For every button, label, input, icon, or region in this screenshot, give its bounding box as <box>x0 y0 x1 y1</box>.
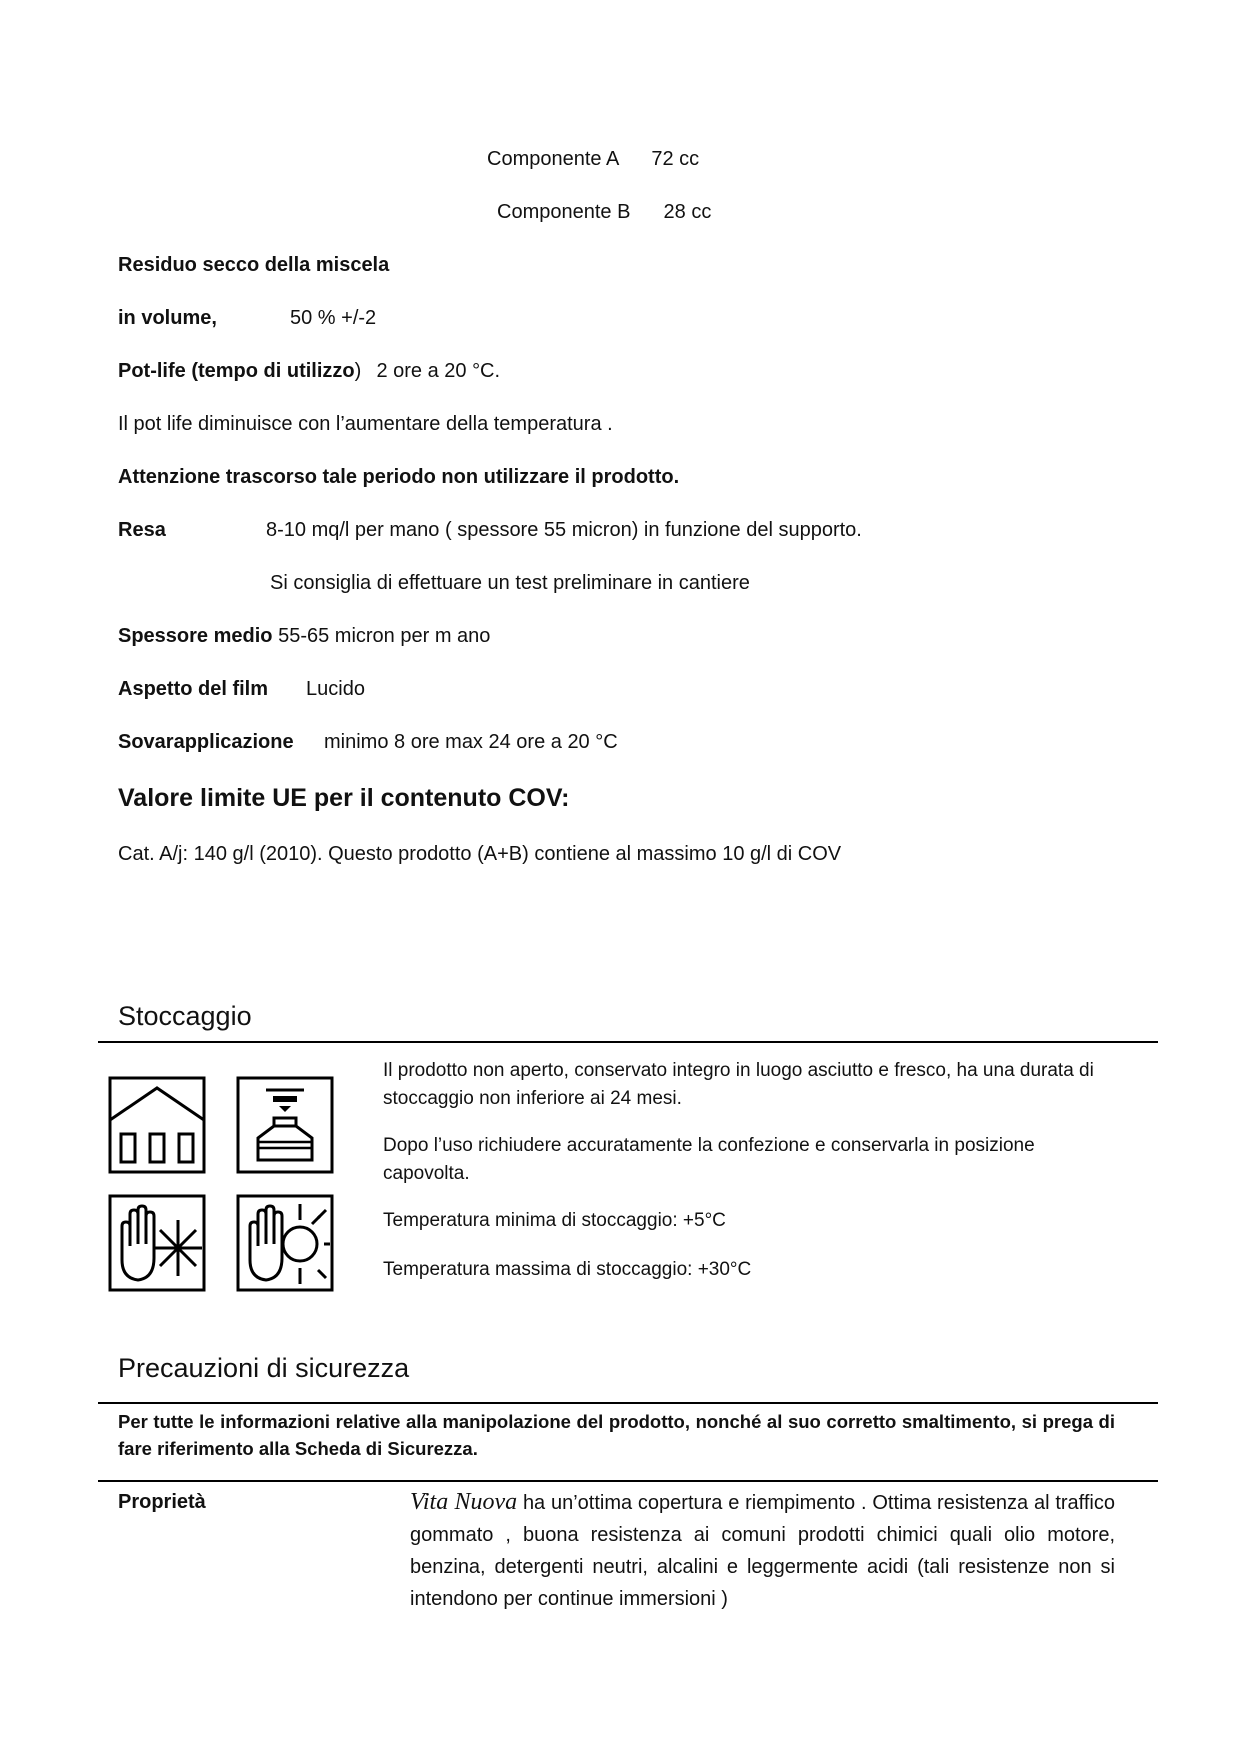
protect-from-heat-icon <box>236 1194 334 1292</box>
sovra-value: minimo 8 ore max 24 ore a 20 °C <box>324 731 618 753</box>
sicurezza-divider-bottom <box>98 1480 1158 1482</box>
sicurezza-text: Per tutte le informazioni relative alla manipolazione del prodotto, nonché al suo corretto smaltimento, si prega di fare riferimento alla Scheda di Sicurezza. <box>118 1411 1115 1459</box>
stoccaggio-min-temp: Temperatura minima di stoccaggio: +5°C <box>383 1210 726 1231</box>
spessore-row <box>118 625 490 648</box>
resa-label: Resa <box>118 519 166 541</box>
proprieta-text <box>410 1486 1115 1615</box>
potlife-warning: Attenzione trascorso tale periodo non utilizzare il prodotto. <box>118 466 680 488</box>
proprieta-body: ha un’ottima copertura e riempimento . Ottima resistenza al traffico gommato , buona resistenza ai comuni prodotti chimici quali olio motore, benzina, detergenti neutri, alcalini e leggermente acidi (tali resistenze non si intendono per continue immersioni ) <box>410 1492 1116 1610</box>
store-indoors-icon <box>108 1076 206 1174</box>
store-upside-down-icon <box>236 1076 334 1174</box>
potlife-paren: ) <box>354 360 362 382</box>
stoccaggio-max-temp: Temperatura massima di stoccaggio: +30°C <box>383 1259 752 1280</box>
stoccaggio-divider <box>98 1041 1158 1043</box>
resa-note: Si consiglia di effettuare un test preliminare in cantiere <box>270 572 750 594</box>
stoccaggio-paragraph-1: Il prodotto non aperto, conservato integro in luogo asciutto e fresco, ha una durata di stoccaggio non inferiore ai 24 mesi. <box>383 1060 1094 1109</box>
residuo-title: Residuo secco della miscela <box>118 254 390 276</box>
resa-value: 8-10 mq/l per mano ( spessore 55 micron) in funzione del supporto. <box>266 519 862 541</box>
component-b-value: 28 cc <box>663 201 712 223</box>
stoccaggio-title: Stoccaggio <box>118 1001 252 1031</box>
residuo-volume-label: in volume, <box>118 307 217 329</box>
stoccaggio-paragraph-2: Dopo l’uso richiudere accuratamente la confezione e conservarla in posizione capovolta. <box>383 1135 1035 1184</box>
residuo-volume-value: 50 % +/-2 <box>290 307 377 329</box>
spessore-value: 55-65 micron per m ano <box>278 625 491 647</box>
potlife-value: 2 ore a 20 °C. <box>376 360 501 382</box>
protect-from-frost-icon <box>108 1194 206 1292</box>
sovra-label: Sovarapplicazione <box>118 731 294 753</box>
cov-text: Cat. A/j: 140 g/l (2010). Questo prodotto (A+B) contiene al massimo 10 g/l di COV <box>118 843 842 865</box>
sicurezza-title: Precauzioni di sicurezza <box>118 1353 410 1383</box>
aspetto-label: Aspetto del film <box>118 678 269 700</box>
aspetto-value: Lucido <box>306 678 365 700</box>
proprieta-label: Proprietà <box>118 1491 206 1513</box>
spessore-label: Spessore medio <box>118 625 273 647</box>
component-a-label: Componente A <box>487 148 619 170</box>
potlife-label: Pot-life (tempo di utilizzo <box>118 360 355 382</box>
component-b-label: Componente B <box>497 201 631 223</box>
component-a-row <box>487 148 699 171</box>
proprieta-brand: Vita Nuova <box>410 1489 518 1515</box>
potlife-row <box>118 360 500 383</box>
sicurezza-divider-top <box>98 1402 1158 1404</box>
component-b-row <box>497 201 711 224</box>
potlife-note: Il pot life diminuisce con l’aumentare della temperatura . <box>118 413 613 435</box>
cov-heading: Valore limite UE per il contenuto COV: <box>118 784 570 812</box>
component-a-value: 72 cc <box>651 148 700 170</box>
